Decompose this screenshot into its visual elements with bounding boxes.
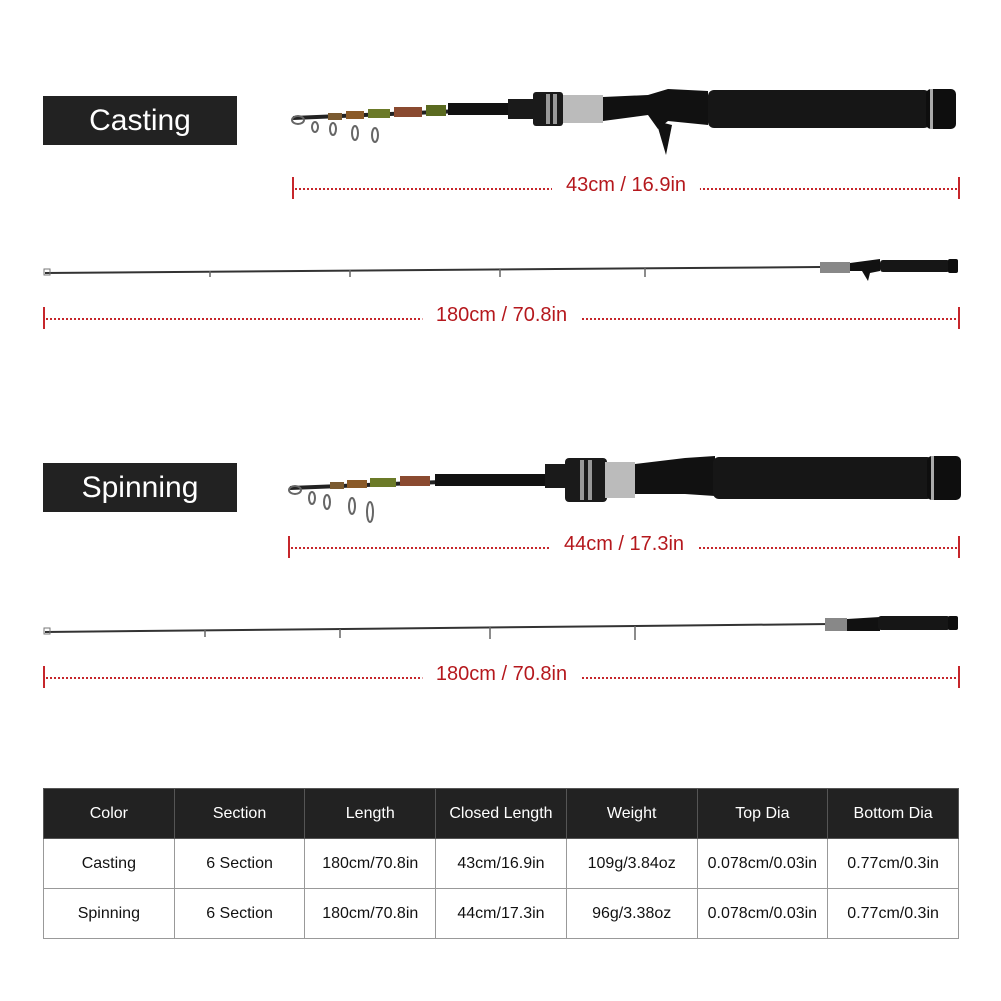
cell-weight: 96g/3.38oz bbox=[566, 889, 697, 939]
casting-rod-extended-image bbox=[40, 255, 965, 290]
casting-label-text: Casting bbox=[89, 103, 191, 137]
dimension-tick-right bbox=[958, 307, 960, 329]
cell-bottom-dia: 0.77cm/0.3in bbox=[828, 839, 959, 889]
spec-table bbox=[43, 788, 959, 939]
cell-color: Spinning bbox=[44, 889, 175, 939]
cell-section: 6 Section bbox=[174, 889, 305, 939]
table-header-row bbox=[44, 789, 959, 839]
spinning-full-length-dimension bbox=[43, 663, 960, 690]
casting-rod-closed-image bbox=[288, 85, 968, 165]
header-length: Length bbox=[305, 789, 436, 839]
casting-full-length-dimension bbox=[43, 304, 960, 331]
cell-top-dia: 0.078cm/0.03in bbox=[697, 839, 828, 889]
header-closed-length: Closed Length bbox=[436, 789, 567, 839]
dimension-tick-right bbox=[958, 177, 960, 199]
cell-weight: 109g/3.84oz bbox=[566, 839, 697, 889]
cell-bottom-dia: 0.77cm/0.3in bbox=[828, 889, 959, 939]
dimension-tick-right bbox=[958, 536, 960, 558]
table-row bbox=[44, 889, 959, 939]
spinning-rod-extended-image bbox=[40, 612, 965, 647]
casting-label bbox=[43, 96, 237, 145]
spinning-rod-closed-image bbox=[285, 450, 970, 535]
cell-color: Casting bbox=[44, 839, 175, 889]
cell-length: 180cm/70.8in bbox=[305, 889, 436, 939]
cell-closed-length: 44cm/17.3in bbox=[436, 889, 567, 939]
spinning-label bbox=[43, 463, 237, 512]
table-row bbox=[44, 839, 959, 889]
header-weight: Weight bbox=[566, 789, 697, 839]
header-section: Section bbox=[174, 789, 305, 839]
spinning-closed-length-text: 44cm / 17.3in bbox=[550, 533, 698, 556]
casting-full-length-text: 180cm / 70.8in bbox=[422, 304, 581, 327]
header-bottom-dia: Bottom Dia bbox=[828, 789, 959, 839]
header-top-dia: Top Dia bbox=[697, 789, 828, 839]
header-color: Color bbox=[44, 789, 175, 839]
casting-closed-length-text: 43cm / 16.9in bbox=[552, 174, 700, 197]
cell-section: 6 Section bbox=[174, 839, 305, 889]
cell-top-dia: 0.078cm/0.03in bbox=[697, 889, 828, 939]
spinning-closed-length-dimension bbox=[288, 533, 960, 560]
dimension-tick-right bbox=[958, 666, 960, 688]
spinning-label-text: Spinning bbox=[81, 470, 199, 504]
cell-closed-length: 43cm/16.9in bbox=[436, 839, 567, 889]
casting-closed-length-dimension bbox=[292, 174, 960, 201]
spinning-full-length-text: 180cm / 70.8in bbox=[422, 663, 581, 686]
cell-length: 180cm/70.8in bbox=[305, 839, 436, 889]
